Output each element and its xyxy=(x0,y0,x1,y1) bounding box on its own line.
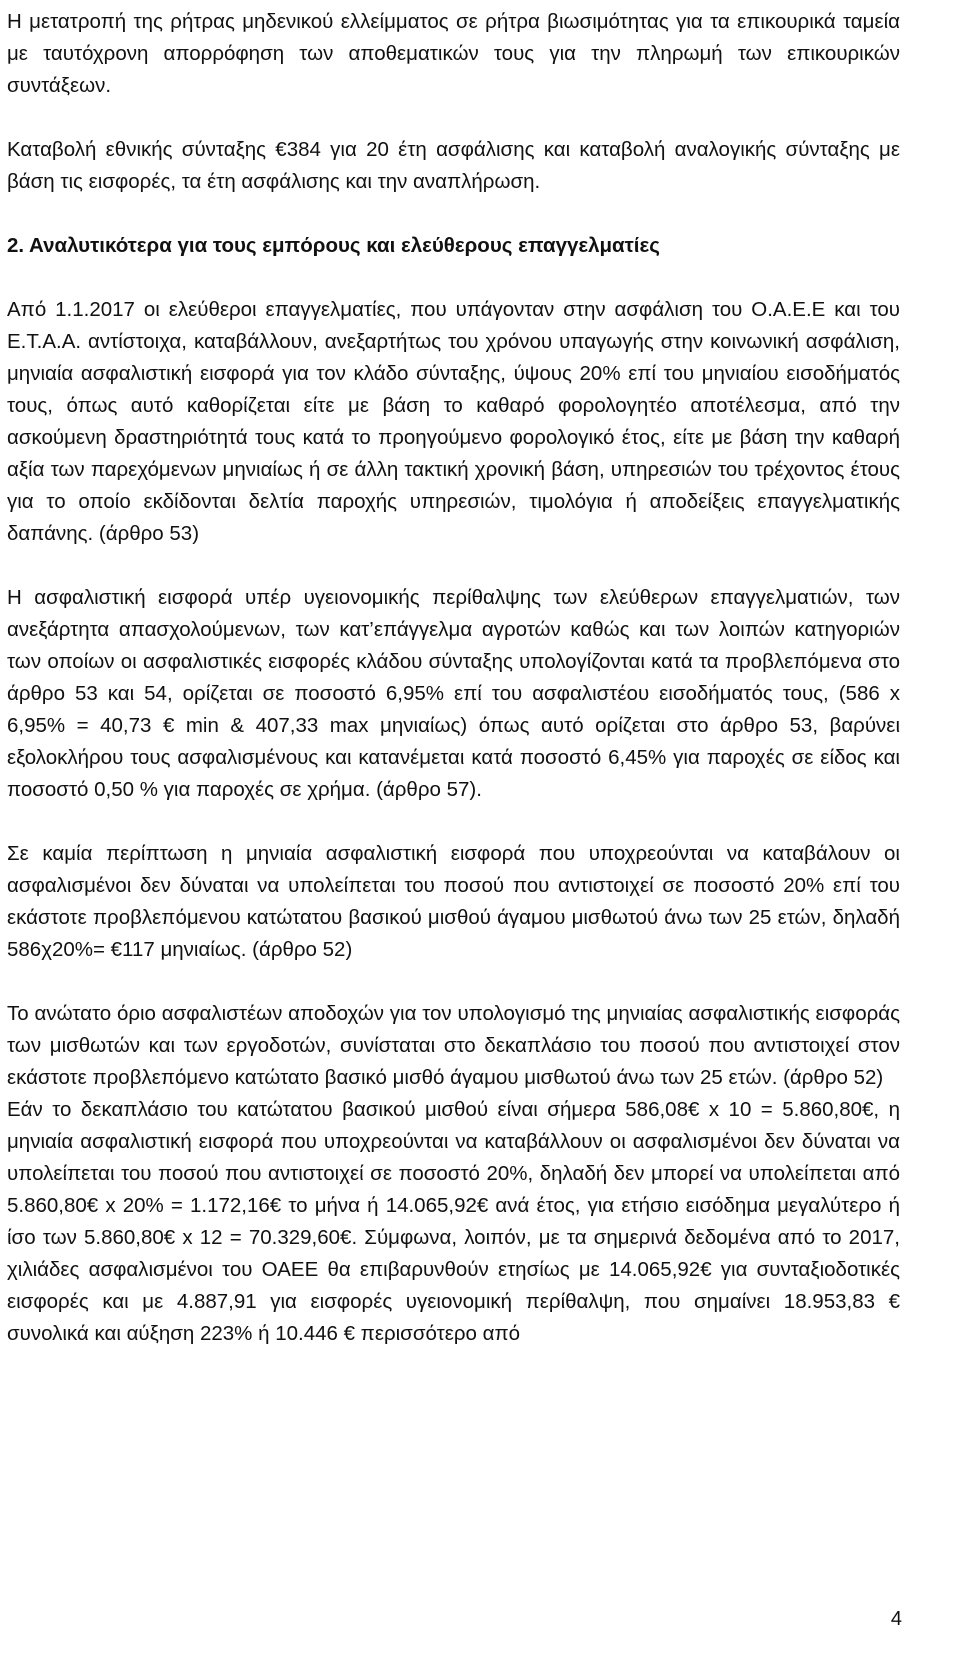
paragraph-article-53: Από 1.1.2017 οι ελεύθεροι επαγγελματίες, που υπάγονταν στην ασφάλιση του Ο.Α.Ε.Ε και του Ε.Τ.Α.Α. αντίστοιχα, καταβάλλουν, ανεξαρτήτως του χρόνου υπαγωγής στην κοινωνική ασφάλιση, μηνιαία ασφαλιστική εισφορά για τον κλάδο σύνταξης, ύψους 20% επί του μηνιαίου εισοδήματός τους, όπως αυτό καθορίζεται είτε με βάση το καθαρό φορολογητέο αποτέλεσμα, από την ασκούμενη δραστηριότητά τους κατά το προηγούμενο φορολογικό έτος, είτε με βάση την καθαρή αξία των παρεχόμενων μηνιαίως ή σε άλλη τακτική χρονική βάση, υπηρεσιών του τρέχοντος έτους για το οποίο εκδίδονται δελτία παροχής υπηρεσιών, τιμολόγια ή αποδείξεις επαγγελματικής δαπάνης. (άρθρο 53) xyxy=(7,298,900,545)
paragraph-national-pension: Καταβολή εθνικής σύνταξης €384 για 20 έτη ασφάλισης και καταβολή αναλογικής σύνταξης με βάση τις εισφορές, τα έτη ασφάλισης και την αναπλήρωση. xyxy=(7,138,900,193)
document-body xyxy=(7,6,900,1350)
paragraph-spacer xyxy=(7,198,900,230)
section-heading: 2. Αναλυτικότερα για τους εμπόρους και ελεύθερους επαγγελματίες xyxy=(7,234,660,257)
paragraph-spacer xyxy=(7,966,900,998)
paragraph-spacer xyxy=(7,262,900,294)
paragraph-article-57: Η ασφαλιστική εισφορά υπέρ υγειονομικής περίθαλψης των ελεύθερων επαγγελματιών, των ανεξάρτητα απασχολούμενων, των κατ’επάγγελμα αγροτών καθώς και των λοιπών κατηγοριών των οποίων οι ασφαλιστικές εισφορές κλάδου σύνταξης υπολογίζονται κατά τα προβλεπόμενα στο άρθρο 53 και 54, ορίζεται σε ποσοστό 6,95% επί του ασφαλιστέου εισοδήματός τους, (586 x 6,95% = 40,73 € min & 407,33 max μηνιαίως) όπως αυτό ορίζεται στο άρθρο 53, βαρύνει εξολοκλήρου τους ασφαλισμένους και κατανέμεται κατά ποσοστό 6,45% για παροχές σε είδος και ποσοστό 0,50 % για παροχές σε χρήμα. (άρθρο 57). xyxy=(7,586,900,801)
paragraph-article-52-maximum: Το ανώτατο όριο ασφαλιστέων αποδοχών για τον υπολογισμό της μηνιαίας ασφαλιστικής εισφοράς των μισθωτών και των εργοδοτών, συνίσταται στο δεκαπλάσιο του ποσού που αντιστοιχεί στον εκάστοτε προβλεπόμενο κατώτατο βασικό μισθό άγαμου μισθωτού άνω των 25 ετών. (άρθρο 52) xyxy=(7,1002,900,1089)
paragraph-spacer xyxy=(7,550,900,582)
paragraph-article-52-minimum: Σε καμία περίπτωση η μηνιαία ασφαλιστική εισφορά που υποχρεούνται να καταβάλουν οι ασφαλισμένοι δεν δύναται να υπολείπεται του ποσού που αντιστοιχεί σε ποσοστό 20% επί του εκάστοτε προβλεπόμενου κατώτατου βασικού μισθού άγαμου μισθωτού άνω των 25 ετών, δηλαδή 586χ20%= €117 μηνιαίως. (άρθρο 52) xyxy=(7,842,900,961)
page-number: 4 xyxy=(890,1608,902,1630)
paragraph-calculation: Εάν το δεκαπλάσιο του κατώτατου βασικού μισθού είναι σήμερα 586,08€ x 10 = 5.860,80€, η μηνιαία ασφαλιστική εισφορά που υποχρεούνται να καταβάλλουν οι ασφαλισμένοι δεν δύναται να υπολείπεται του ποσού που αντιστοιχεί σε ποσοστό 20%, δηλαδή δεν μπορεί να υπολείπεται από 5.860,80€ x 20% = 1.172,16€ το μήνα ή 14.065,92€ ανά έτος, για ετήσιο εισόδημα μεγαλύτερο ή ίσο των 5.860,80€ x 12 = 70.329,60€. Σύμφωνα, λοιπόν, με τα σημερινά δεδομένα από το 2017, χιλιάδες ασφαλισμένοι του ΟΑΕΕ θα επιβαρυνθούν ετησίως με 14.065,92€ για συνταξιοδοτικές εισφορές και με 4.887,91 για εισφορές υγειονομική περίθαλψη, που σημαίνει 18.953,83 € συνολικά και αύξηση 223% ή 10.446 € περισσότερο από xyxy=(7,1098,900,1345)
paragraph-spacer xyxy=(7,102,900,134)
paragraph-funds-conversion: Η μετατροπή της ρήτρας μηδενικού ελλείμματος σε ρήτρα βιωσιμότητας για τα επικουρικά ταμεία με ταυτόχρονη απορρόφηση των αποθεματικών τους για την πληρωμή των επικουρικών συντάξεων. xyxy=(7,10,900,97)
paragraph-spacer xyxy=(7,806,900,838)
